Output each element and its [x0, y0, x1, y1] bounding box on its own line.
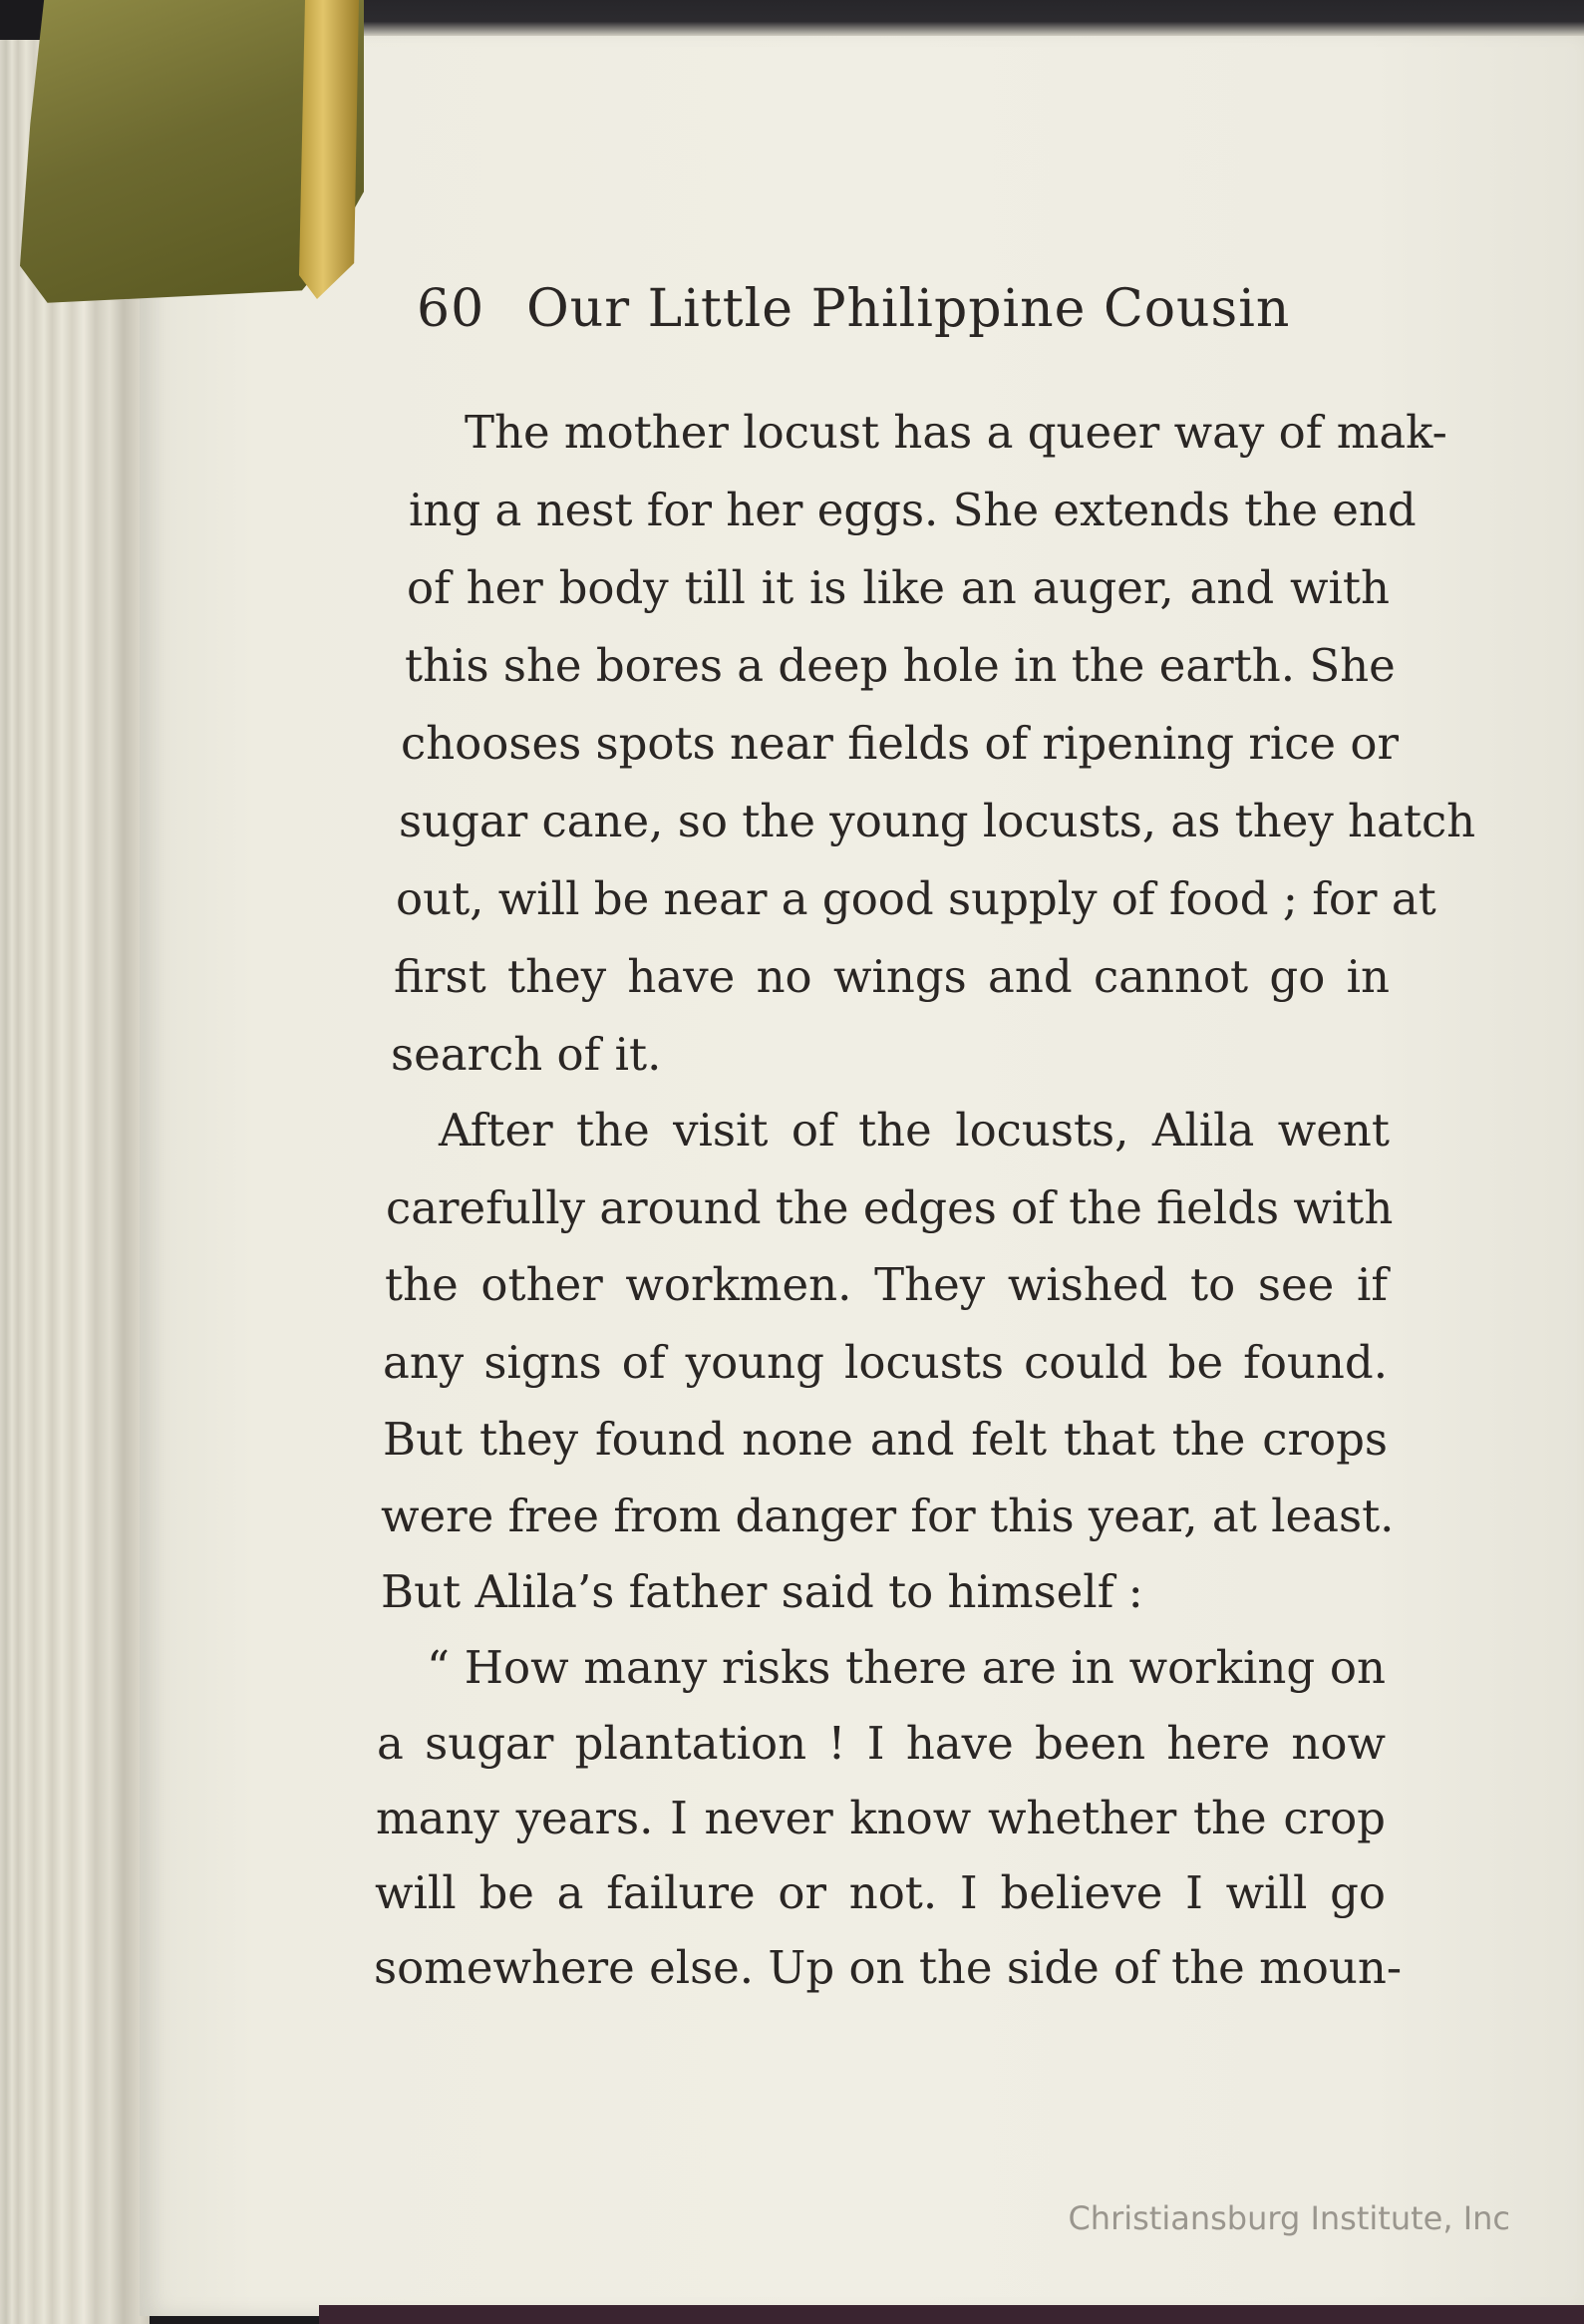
text-line: out, will be near a good supply of food ; for at — [396, 872, 1436, 925]
text-line: But they found none and felt that the crops — [383, 1413, 1388, 1466]
bottom-shadow — [319, 2305, 1584, 2324]
text-line: ing a nest for her eggs. She extends the end — [409, 484, 1417, 536]
text-line: first they have no wings and cannot go in — [394, 950, 1390, 1003]
watermark: Christiansburg Institute, Inc — [1068, 2199, 1510, 2237]
text-line: carefully around the edges of the fields with — [386, 1181, 1394, 1234]
text-line: After the visit of the locusts, Alila went — [439, 1104, 1390, 1157]
text-line: will be a failure or not. I believe I will go — [375, 1866, 1386, 1919]
text-line: somewhere else. Up on the side of the moun- — [374, 1941, 1403, 1994]
text-line: any signs of young locusts could be found. — [383, 1336, 1388, 1389]
text-line: were free from danger for this year, at least. — [381, 1490, 1395, 1542]
page-number: 60 — [417, 279, 485, 339]
running-title: Our Little Philippine Cousin — [526, 279, 1291, 339]
text-line: chooses spots near fields of ripening rice or — [401, 717, 1399, 770]
text-line: But Alila’s father said to himself : — [381, 1565, 1143, 1618]
text-line: of her body till it is like an auger, and with — [407, 561, 1390, 614]
text-line: search of it. — [391, 1028, 662, 1081]
text-line: The mother locust has a queer way of mak- — [465, 406, 1447, 459]
running-header — [417, 279, 1290, 339]
text-line: this she bores a deep hole in the earth. She — [405, 639, 1396, 692]
text-line: a sugar plantation ! I have been here now — [377, 1717, 1386, 1770]
text-line: sugar cane, so the young locusts, as they hatch — [399, 795, 1476, 847]
text-line: many years. I never know whether the crop — [376, 1792, 1386, 1844]
text-line: the other workmen. They wished to see if — [385, 1258, 1388, 1311]
text-line: “ How many risks there are in working on — [427, 1641, 1386, 1694]
